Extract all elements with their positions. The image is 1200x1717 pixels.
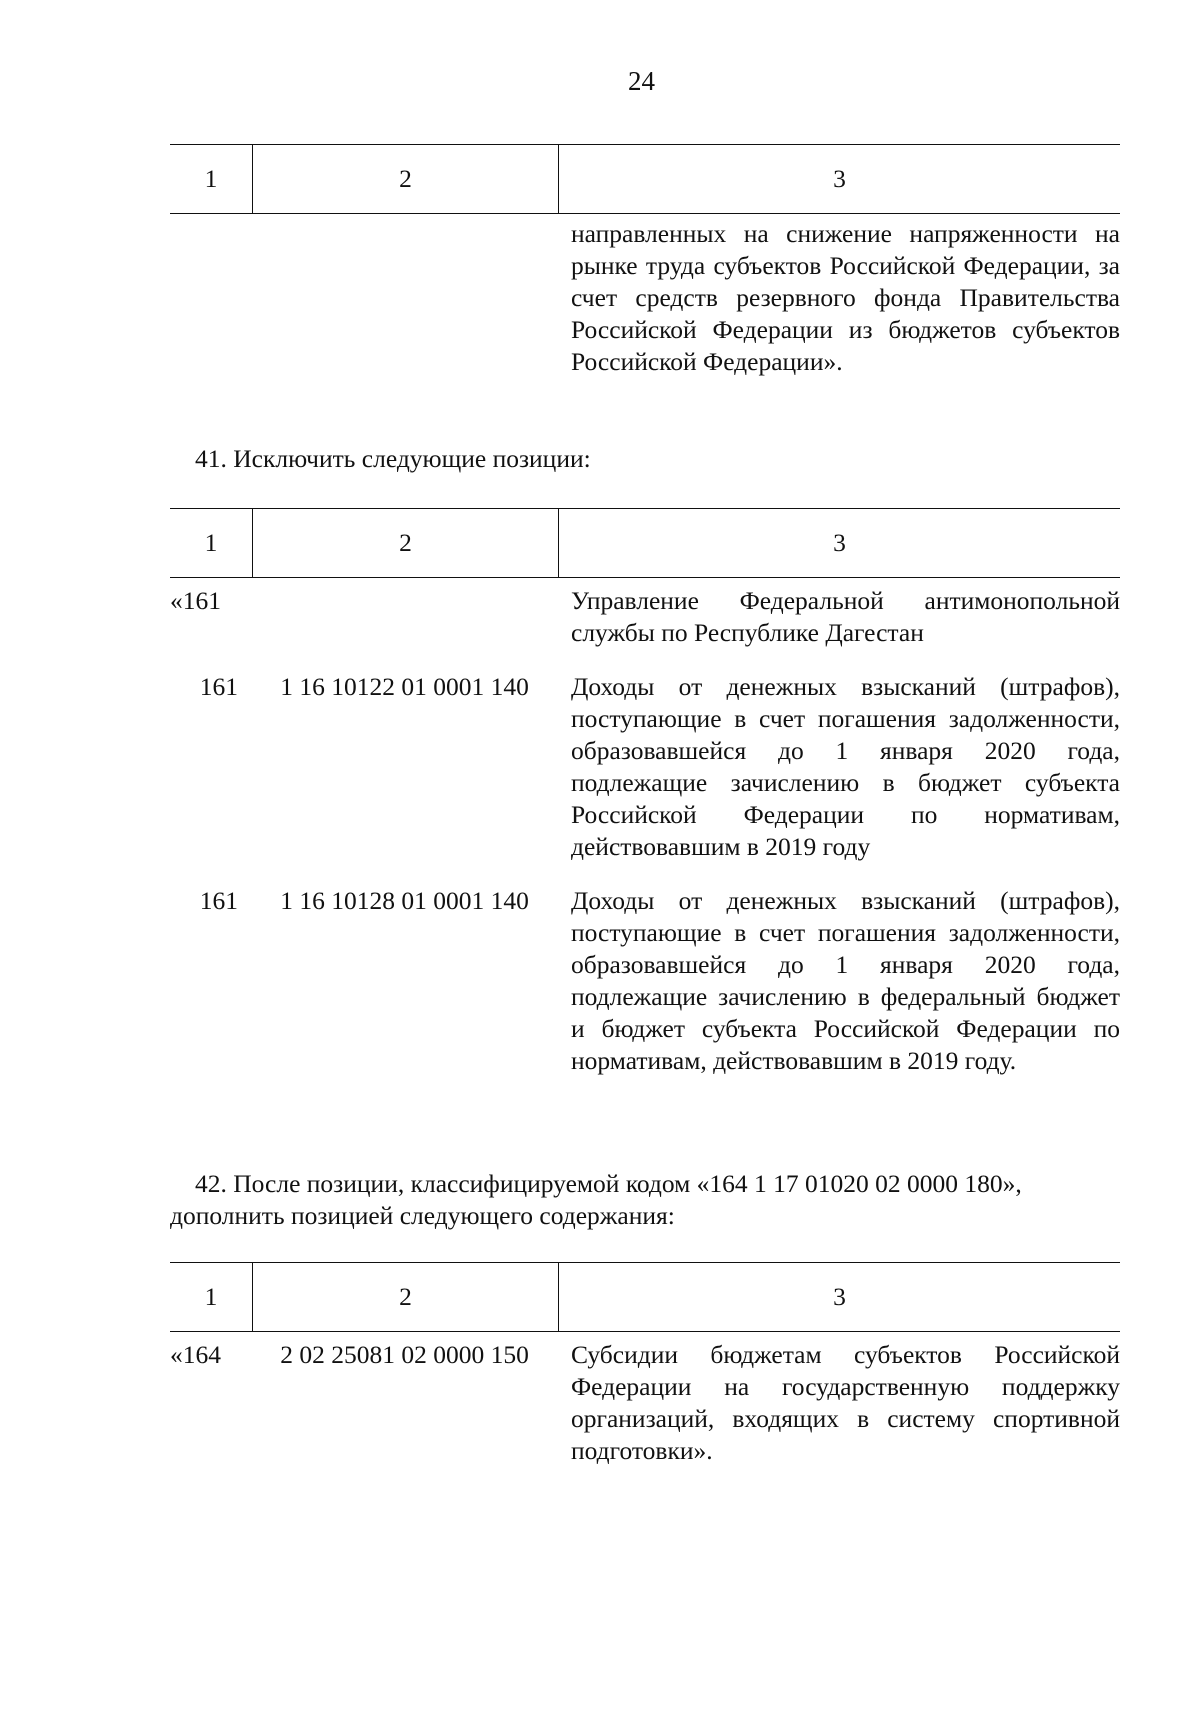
header-col-3: 3 (833, 1282, 846, 1311)
item-41-heading: 41. Исключить следующие позиции: (195, 444, 591, 473)
table-header (170, 144, 1120, 214)
page-number: 24 (628, 66, 655, 96)
item-42-text-line-2: дополнить позицией следующего содержания: (170, 1201, 675, 1230)
table-row (170, 218, 1120, 378)
header-col-2: 2 (253, 1263, 559, 1331)
table-header (170, 508, 1120, 578)
continuation-table (170, 144, 1120, 378)
table-row (170, 885, 1120, 1077)
row-col-3: направленных на снижение напряженности на рынке труда субъектов Российской Федерации, за счет средств резервного фонда Правительства Российской Федерации из бюджетов субъектов Российской Федерации». (571, 219, 1120, 376)
row-col-3: Доходы от денежных взысканий (штрафов), поступающие в счет погашения задолженности, образовавшейся до 1 января 2020 года, подлежащие зачислению в бюджет субъекта Российской Федерации по нормативам, действовавшим в 2019 году (571, 672, 1120, 861)
row-col-3: Доходы от денежных взысканий (штрафов), поступающие в счет погашения задолженности, образовавшейся до 1 января 2020 года, подлежащие зачислению в федеральный бюджет и бюджет субъекта Российской Федерации по нормативам, действовавшим в 2019 году. (571, 886, 1120, 1075)
table-row (170, 1339, 1120, 1467)
row-col-2: 1 16 10122 01 0001 140 (280, 672, 529, 701)
row-col-1: 161 (199, 886, 238, 915)
row-col-1: «161 (170, 586, 221, 615)
excluded-positions-table (170, 508, 1120, 1077)
row-col-1: 161 (199, 672, 238, 701)
header-col-2: 2 (253, 509, 559, 577)
header-col-3: 3 (833, 528, 846, 557)
added-position-table (170, 1262, 1120, 1467)
table-row (170, 671, 1120, 863)
row-col-1: «164 (170, 1340, 221, 1369)
header-col-2: 2 (253, 145, 559, 213)
row-col-2 (252, 218, 557, 378)
row-col-2: 1 16 10128 01 0001 140 (280, 886, 529, 915)
table-header (170, 1262, 1120, 1332)
row-col-2 (252, 585, 557, 649)
item-42-text-line-1: 42. После позиции, классифицируемой кодом «164 1 17 01020 02 0000 180», (195, 1169, 1022, 1198)
header-col-1: 1 (170, 509, 253, 577)
row-col-3: Субсидии бюджетам субъектов Российской Федерации на государственную поддержку организаций, входящих в систему спортивной подготовки». (571, 1340, 1120, 1465)
table-row (170, 585, 1120, 649)
header-col-3: 3 (833, 164, 846, 193)
row-col-3: Управление Федеральной антимонопольной службы по Республике Дагестан (571, 586, 1120, 647)
header-col-1: 1 (170, 1263, 253, 1331)
header-col-1: 1 (170, 145, 253, 213)
row-col-1 (170, 218, 252, 378)
row-col-2: 2 02 25081 02 0000 150 (280, 1340, 529, 1369)
